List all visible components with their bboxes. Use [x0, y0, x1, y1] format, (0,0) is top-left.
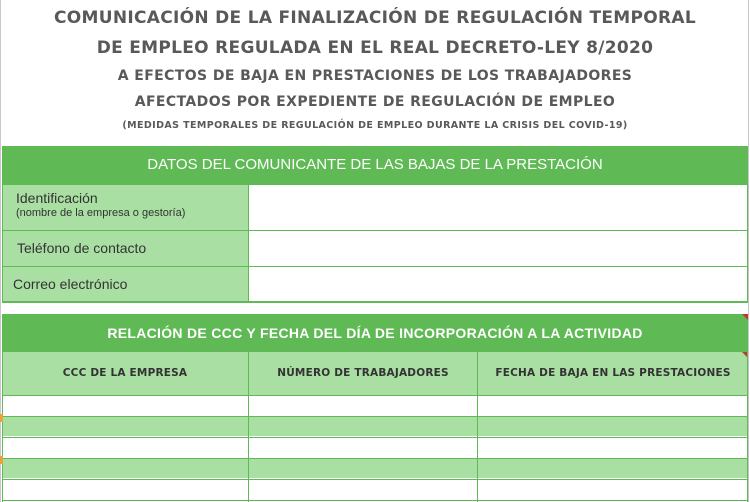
- table-cell-workers[interactable]: [249, 459, 477, 478]
- table-cell-ccc[interactable]: [2, 459, 248, 478]
- grid-line: [2, 230, 748, 231]
- grid-line: [2, 416, 748, 417]
- email-field[interactable]: [249, 267, 748, 301]
- form-subtitle-line-1: A EFECTOS DE BAJA EN PRESTACIONES DE LOS TRABAJADORES: [117, 68, 633, 84]
- column-header-ccc: CCC DE LA EMPRESA: [2, 352, 248, 395]
- table-cell-ccc[interactable]: [2, 480, 248, 499]
- table-cell-workers[interactable]: [249, 480, 477, 499]
- identification-label-cell: [2, 185, 248, 230]
- identification-sublabel: (nombre de la empresa o gestoría): [16, 207, 186, 219]
- form-title-line-2: DE EMPLEO REGULADA EN EL REAL DECRETO-LEY 8/2020: [96, 38, 654, 58]
- grid-line: [747, 184, 748, 302]
- cell-marker: [0, 414, 3, 422]
- grid-line: [2, 395, 748, 396]
- form-note: (MEDIDAS TEMPORALES DE REGULACIÓN DE EMPLEO DURANTE LA CRISIS DEL COVID-19): [122, 120, 628, 131]
- column-header-workers: NÚMERO DE TRABAJADORES: [249, 352, 477, 395]
- grid-line: [2, 500, 748, 501]
- grid-line: [248, 352, 249, 502]
- table-cell-ccc[interactable]: [2, 417, 248, 436]
- identification-field[interactable]: [249, 185, 748, 230]
- form-title-line-1: COMUNICACIÓN DE LA FINALIZACIÓN DE REGULACIÓN TEMPORAL: [54, 8, 696, 28]
- cell-marker: [0, 456, 3, 464]
- phone-label: Teléfono de contacto: [2, 231, 248, 266]
- table-cell-workers[interactable]: [249, 417, 477, 436]
- grid-line: [2, 184, 3, 302]
- grid-line: [747, 352, 748, 502]
- grid-line: [2, 352, 3, 502]
- form-subtitle-line-2: AFECTADOS POR EXPEDIENTE DE REGULACIÓN DE EMPLEO: [134, 94, 616, 110]
- email-label: Correo electrónico: [2, 267, 248, 301]
- grid-line: [477, 352, 478, 502]
- table-cell-workers[interactable]: [249, 438, 477, 457]
- table-cell-date[interactable]: [478, 396, 748, 415]
- grid-line: [2, 437, 748, 438]
- grid-line: [2, 479, 748, 480]
- table-cell-workers[interactable]: [249, 396, 477, 415]
- comment-marker-icon: [742, 314, 748, 320]
- grid-line: [2, 184, 748, 185]
- table-cell-ccc[interactable]: [2, 396, 248, 415]
- table-cell-date[interactable]: [478, 417, 748, 436]
- grid-line: [2, 301, 748, 303]
- table-cell-date[interactable]: [478, 438, 748, 457]
- phone-field[interactable]: [249, 231, 748, 266]
- table-cell-ccc[interactable]: [2, 438, 248, 457]
- section-communicant-header: DATOS DEL COMUNICANTE DE LAS BAJAS DE LA PRESTACIÓN: [2, 146, 748, 184]
- section-ccc-header: RELACIÓN DE CCC Y FECHA DEL DÍA DE INCORPORACIÓN A LA ACTIVIDAD: [2, 314, 748, 352]
- grid-line: [2, 266, 748, 267]
- grid-line: [248, 184, 249, 302]
- grid-line: [2, 458, 748, 459]
- column-header-date: FECHA DE BAJA EN LAS PRESTACIONES: [478, 352, 748, 395]
- identification-label: Identificación: [16, 190, 98, 206]
- table-cell-date[interactable]: [478, 480, 748, 499]
- table-cell-date[interactable]: [478, 459, 748, 478]
